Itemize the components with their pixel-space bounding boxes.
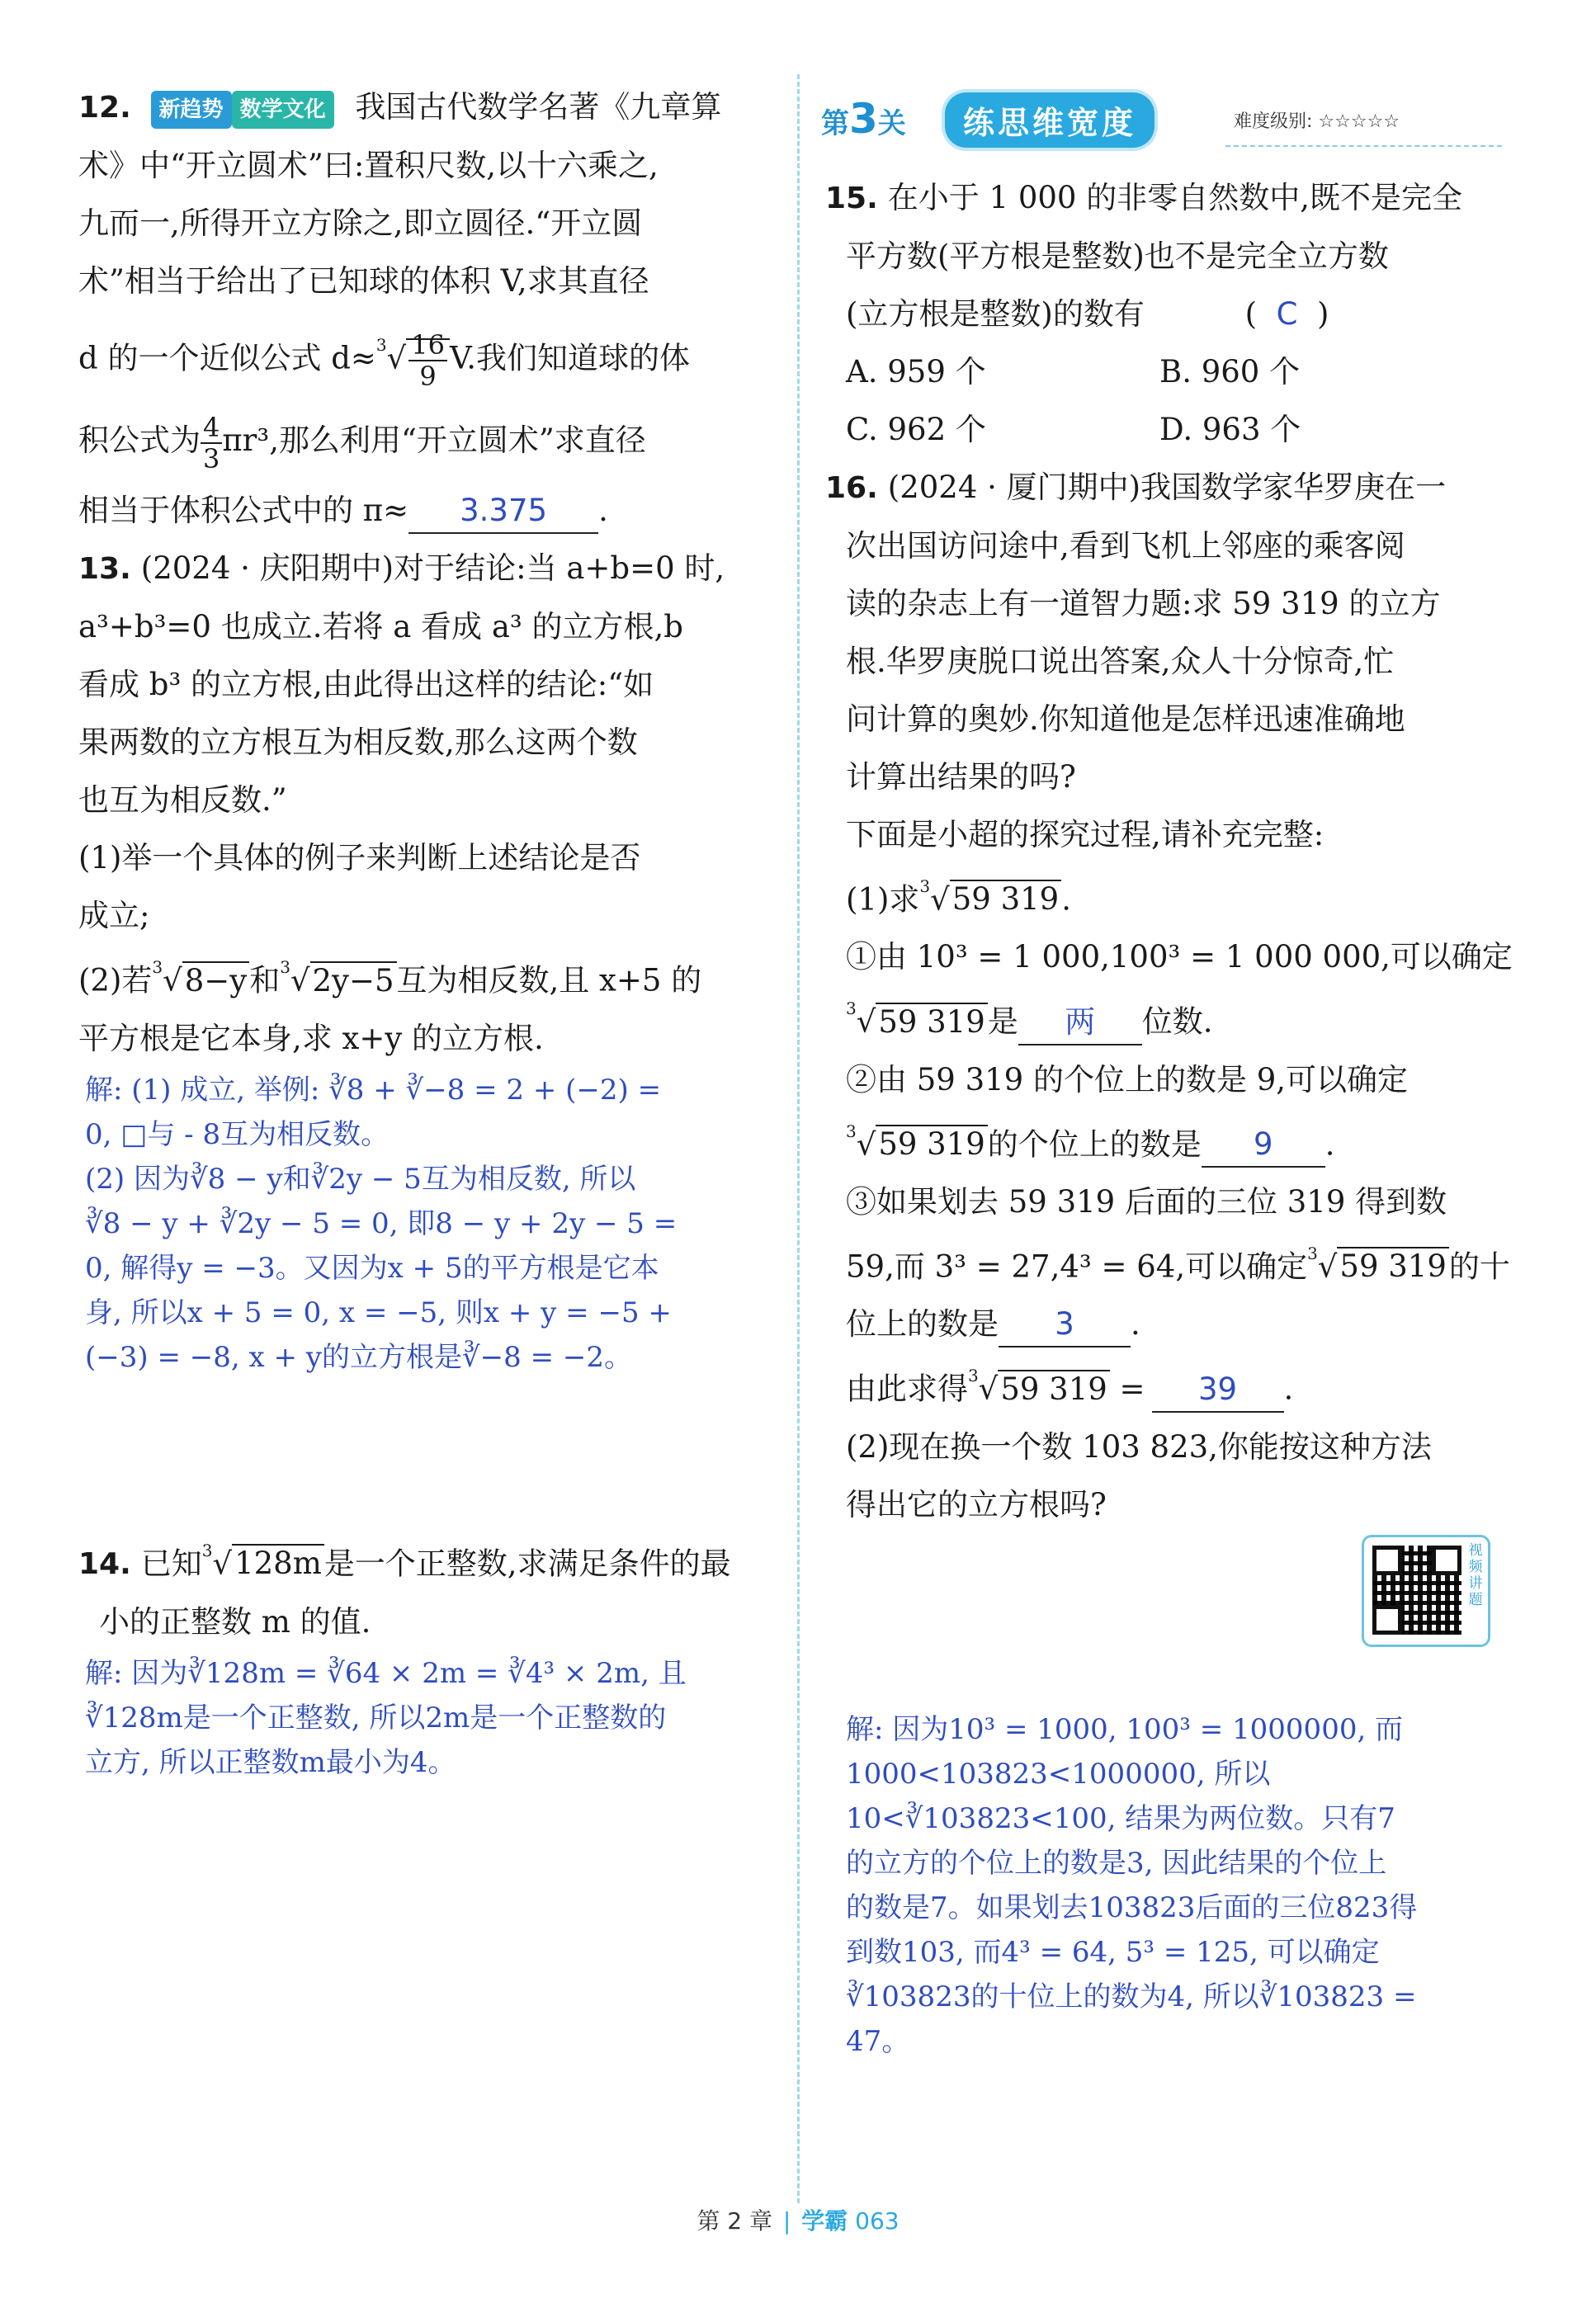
- question-text: 看成 b³ 的立方根,由此得出这样的结论:“如: [78, 667, 654, 703]
- part-2-text: (2)现在换一个数 103 823,你能按这种方法: [846, 1428, 1432, 1465]
- choice-c[interactable]: C. 962 个: [846, 412, 986, 447]
- fraction-denominator: 3: [203, 442, 220, 474]
- question-text: d 的一个近似公式 d≈: [78, 340, 376, 376]
- header-underline: [1225, 145, 1502, 147]
- question-text: 是: [987, 1003, 1018, 1040]
- step-3-text: ③如果划去 59 319 后面的三位 319 得到数: [846, 1183, 1447, 1220]
- question-text: 的个位上的数是: [987, 1126, 1202, 1162]
- solution-line: 到数103, 而4³ = 64, 5³ = 125, 可以确定: [846, 1935, 1380, 1969]
- solution-line: ∛103823的十位上的数为4, 所以∛103823 =: [846, 1980, 1417, 2013]
- question-text: 也互为相反数.”: [78, 782, 287, 819]
- question-text: 术》中“开立圆术”曰:置积尺数,以十六乘之,: [78, 148, 659, 183]
- chapter-label: 第 2 章: [696, 2207, 772, 2235]
- radicand: 128m: [232, 1544, 324, 1581]
- fraction-numerator: 4: [201, 413, 222, 444]
- cube-root: $^3$√8−y: [152, 945, 249, 1009]
- question-number: 16.: [825, 471, 878, 505]
- answer-blank[interactable]: 9: [1202, 1123, 1325, 1168]
- solution-line: 立方, 所以正整数m最小为4。: [85, 1745, 456, 1779]
- part-2-text: 得出它的立方根吗?: [846, 1486, 1107, 1522]
- solution-line: 的立方的个位上的数是3, 因此结果的个位上: [846, 1846, 1387, 1880]
- page-footer: [0, 2203, 1596, 2236]
- solution-line: 0, □与 - 8互为相反数。: [85, 1117, 390, 1151]
- question-text: 积公式为: [78, 422, 201, 459]
- question-text: 读的杂志上有一道智力题:求 59 319 的立方: [846, 586, 1441, 621]
- question-14: [78, 1528, 780, 1785]
- punctuation: .: [598, 493, 608, 529]
- radicand: 59 319: [876, 1125, 987, 1162]
- question-text: 问计算的奥妙.你知道他是怎样迅速准确地: [846, 701, 1405, 737]
- question-text: 次出国访问途中,看到飞机上邻座的乘客阅: [846, 528, 1405, 564]
- punctuation: .: [1283, 1371, 1294, 1407]
- level-suffix: 关: [877, 107, 906, 140]
- question-text: 由此求得: [846, 1371, 968, 1407]
- solution-line: ∛128m是一个正整数, 所以2m是一个正整数的: [85, 1701, 667, 1735]
- question-text: 根.华罗庚脱口说出答案,众人十分惊奇,忙: [846, 644, 1395, 679]
- question-text: 术”相当于给出了已知球的体积 V,求其直径: [78, 263, 649, 299]
- cube-root: $^3$√2y−5: [280, 945, 396, 1009]
- question-text: 九而一,所得开立方除之,即立圆径.“开立圆: [78, 205, 643, 241]
- solution-line: 0, 解得y = −3。又因为x + 5的平方根是它本: [85, 1251, 659, 1285]
- qr-finder: [1432, 1546, 1461, 1575]
- cube-root: $^3$√59 319: [968, 1353, 1110, 1418]
- solution-block[interactable]: [78, 1068, 780, 1380]
- question-text: 计算出结果的吗?: [846, 759, 1076, 795]
- question-15: [825, 169, 1518, 459]
- solution-line: 47。: [846, 2024, 910, 2058]
- question-number: 15.: [825, 182, 878, 215]
- question-text: =: [1109, 1371, 1145, 1407]
- qr-finder: [1372, 1605, 1402, 1635]
- question-13: [78, 540, 780, 1379]
- solution-line: ∛8 − y + ∛2y − 5 = 0, 即8 − y + 2y − 5 =: [85, 1206, 678, 1240]
- right-column: [825, 169, 1518, 2064]
- radicand: 59 319: [876, 1003, 987, 1040]
- question-text: 互为相反数,且 x+5 的: [396, 962, 702, 998]
- question-text: 位数.: [1141, 1003, 1213, 1040]
- radicand: 8−y: [182, 961, 249, 998]
- punctuation: .: [1324, 1126, 1335, 1162]
- question-16: [825, 459, 1518, 2064]
- question-text: 小的正整数 m 的值.: [99, 1603, 371, 1640]
- left-column: [78, 78, 780, 1785]
- punctuation: .: [1131, 1306, 1140, 1343]
- page-number: 063: [855, 2207, 900, 2235]
- choice-d[interactable]: D. 963 个: [1159, 412, 1301, 447]
- choice-answer: C: [1276, 296, 1298, 332]
- answer-blank[interactable]: 3.375: [408, 489, 598, 534]
- question-text: 是一个正整数,求满足条件的最: [323, 1545, 731, 1581]
- solution-line: 10<∛103823<100, 结果为两位数。只有7: [846, 1801, 1395, 1835]
- solution-line: 解: 因为∛128m = ∛64 × 2m = ∛4³ × 2m, 且: [85, 1656, 687, 1690]
- question-text: 平方根是它本身,求 x+y 的立方根.: [78, 1020, 544, 1056]
- trend-tag: 新趋势: [151, 91, 232, 129]
- video-qr-code[interactable]: [1362, 1535, 1490, 1647]
- cube-root: $^3$√128m: [202, 1528, 324, 1593]
- question-12: [78, 78, 780, 540]
- solution-line: 身, 所以x + 5 = 0, x = −5, 则x + y = −5 +: [85, 1296, 672, 1329]
- question-text: (2024 · 厦门期中)我国数学家华罗庚在一: [887, 470, 1447, 505]
- solution-line: 的数是7。如果划去103823后面的三位823得: [846, 1890, 1418, 1924]
- cube-root: $^3$√59 319: [919, 864, 1061, 928]
- solution-block[interactable]: [825, 1707, 1518, 2064]
- question-text: 59,而 3³ = 27,4³ = 64,可以确定: [846, 1248, 1308, 1285]
- brand-name: 学霸: [801, 2207, 848, 2235]
- question-text: (立方根是整数)的数有: [846, 296, 1145, 332]
- level-number: 3: [849, 95, 878, 143]
- fraction-denominator: 9: [419, 360, 437, 392]
- question-number: 14.: [78, 1546, 131, 1581]
- answer-blank[interactable]: 3: [999, 1303, 1131, 1348]
- qr-label: 视频讲题: [1468, 1542, 1483, 1608]
- question-text: (1)举一个具体的例子来判断上述结论是否: [78, 840, 641, 876]
- question-text: 果两数的立方根互为相反数,那么这两个数: [78, 724, 638, 761]
- radicand: 59 319: [1337, 1247, 1448, 1284]
- footer-separator: |: [782, 2207, 791, 2235]
- question-number: 13.: [78, 552, 131, 587]
- punctuation: .: [1061, 881, 1071, 918]
- question-text: 下面是小超的探究过程,请补充完整:: [846, 817, 1324, 852]
- solution-line: 解: 因为10³ = 1000, 100³ = 1000000, 而: [846, 1712, 1404, 1746]
- choice-a[interactable]: A. 959 个: [846, 354, 986, 389]
- solution-line: (−3) = −8, x + y的立方根是∛−8 = −2。: [85, 1340, 632, 1374]
- question-text: (2024 · 庆阳期中)对于结论:当 a+b=0 时,: [140, 550, 725, 587]
- cube-root: $^3$√59 319: [846, 1109, 988, 1173]
- question-text: 平方数(平方根是整数)也不是完全立方数: [846, 238, 1389, 274]
- question-text: 位上的数是: [846, 1306, 999, 1343]
- question-text: 成立;: [78, 898, 150, 934]
- question-text: V.我们知道球的体: [449, 340, 690, 376]
- answer-blank[interactable]: 两: [1018, 1001, 1142, 1045]
- volume-fraction: [201, 413, 222, 474]
- level-prefix: 第: [821, 107, 849, 140]
- choice-b[interactable]: B. 960 个: [1159, 354, 1301, 389]
- question-text: (2)若: [78, 962, 153, 998]
- section-header: [821, 91, 1514, 149]
- answer-blank[interactable]: 39: [1152, 1368, 1284, 1413]
- question-text: 我国古代数学名著《九章算: [355, 89, 722, 125]
- question-text: 已知: [140, 1545, 202, 1581]
- step-1-text: ①由 10³ = 1 000,100³ = 1 000 000,可以确定: [846, 939, 1513, 975]
- culture-tag: 数学文化: [232, 91, 334, 129]
- question-number: 12.: [78, 91, 131, 125]
- difficulty-rating: 难度级别: ☆☆☆☆☆: [1234, 111, 1400, 132]
- cube-root: $^3$√59 319: [1307, 1231, 1449, 1296]
- solution-block[interactable]: [78, 1651, 780, 1785]
- cube-root: $^3$√59 319: [846, 986, 988, 1050]
- step-2-text: ②由 59 319 的个位上的数是 9,可以确定: [846, 1061, 1409, 1097]
- fraction-numerator: 16: [408, 330, 447, 361]
- question-text: πr³,那么利用“开立圆术”求直径: [222, 422, 646, 459]
- radicand: 59 319: [998, 1370, 1109, 1407]
- solution-line: (2) 因为∛8 − y和∛2y − 5互为相反数, 所以: [85, 1162, 636, 1196]
- column-divider: [797, 74, 800, 2203]
- qr-finder: [1372, 1546, 1402, 1575]
- cube-root-formula: $^3$√ $\frac{16}{9}$: [376, 310, 450, 399]
- solution-line: 1000<103823<1000000, 所以: [846, 1757, 1271, 1791]
- question-text: 和: [249, 962, 281, 998]
- radicand: 2y−5: [310, 961, 397, 998]
- question-text: 的十: [1448, 1248, 1510, 1285]
- solution-line: 解: (1) 成立, 举例: ∛8 + ∛−8 = 2 + (−2) =: [85, 1073, 662, 1107]
- question-text: 在小于 1 000 的非零自然数中,既不是完全: [887, 180, 1462, 215]
- level-badge: [821, 95, 906, 143]
- question-text: 相当于体积公式中的 π≈: [78, 493, 409, 529]
- question-text: (1)求: [846, 881, 920, 918]
- question-text: a³+b³=0 也成立.若将 a 看成 a³ 的立方根,b: [78, 609, 683, 645]
- answer-paren[interactable]: ( C ): [1244, 296, 1329, 332]
- section-title: 练思维宽度: [945, 92, 1155, 148]
- radicand: 59 319: [950, 880, 1061, 917]
